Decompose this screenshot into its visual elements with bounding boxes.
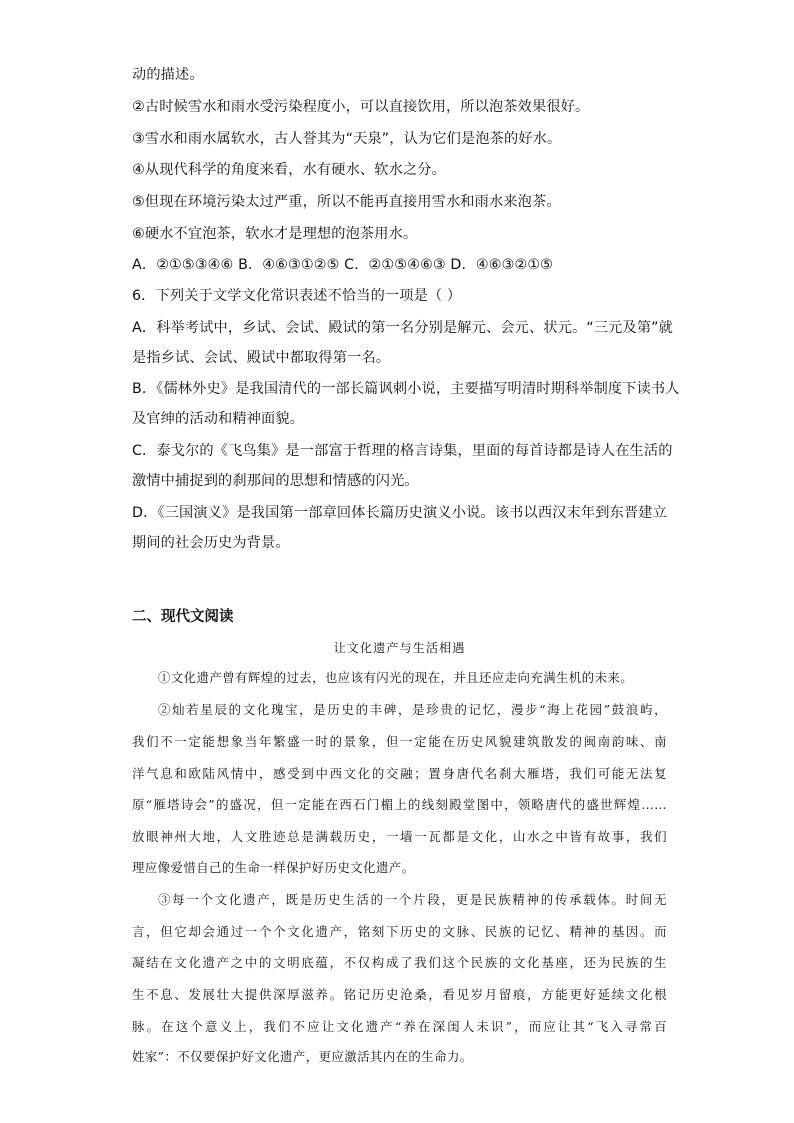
question-6-option-b-line-2: 及官绅的活动和精神面貌。 [132, 411, 305, 427]
section-heading: 二、现代文阅读 [132, 609, 234, 625]
question-6-option-c-line-2: 激情中捕捉到的刹那间的思想和情感的闪光。 [132, 473, 419, 489]
question-6-option-d-line-2: 期间的社会历史为背景。 [132, 535, 290, 551]
article-paragraph-2-line-4: 原“雁塔诗会”的盛况，但一定能在西石门楣上的线刻殿堂图中，领略唐代的盛世辉煌…… [132, 797, 667, 812]
article-paragraph-3-line-1: ③每一个文化遗产，既是历史生活的一个片段，更是民族精神的传承载体。时间无 [158, 892, 667, 907]
article-paragraph-1: ①文化遗产曾有辉煌的过去，也应该有闪光的现在，并且还应走向充满生机的未来。 [158, 670, 634, 685]
sentence-item-3: ③雪水和雨水属软水，古人誉其为“天泉”，认为它们是泡茶的好水。 [132, 131, 562, 147]
question-5-options: A．②①⑤③④⑥ B．④⑥③①②⑤ C．②①⑤④⑥③ D．④⑥③②①⑤ [132, 257, 554, 273]
article-paragraph-2-line-3: 洋气息和欧陆风情中，感受到中西文化的交融；置身唐代名刹大雁塔，我们可能无法复 [132, 766, 667, 781]
question-6-option-c-line-1: C．泰戈尔的《飞鸟集》是一部富于哲理的格言诗集，里面的每首诗都是诗人在生活的 [132, 443, 673, 459]
article-paragraph-2-line-2: 我们不一定能想象当年繁盛一时的景象，但一定能在历史风貌建筑散发的闽南韵味、南 [132, 734, 667, 749]
article-title: 让文化遗产与生活相遇 [333, 641, 466, 655]
article-paragraph-2-line-5: 放眼神州大地，人文胜迹总是满载历史，一墙一瓦都是文化，山水之中皆有故事，我们 [132, 829, 667, 844]
question-6-option-a-line-1: A．科举考试中，乡试、会试、殿试的第一名分别是解元、会元、状元。“三元及第”就 [132, 320, 674, 336]
article-paragraph-3-line-6: 姓家”：不仅要保护好文化遗产，更应激活其内在的生命力。 [132, 1049, 473, 1064]
article-paragraph-2-line-1: ②灿若星辰的文化瑰宝，是历史的丰碑，是珍贵的记忆，漫步“海上花园”鼓浪屿， [158, 702, 667, 717]
question-6-option-a-line-2: 是指乡试、会试、殿试中都取得第一名。 [132, 350, 391, 366]
article-paragraph-3-line-3: 凝结在文化遗产之中的文明底蕴，不仅构成了我们这个民族的文化基座，还为民族的生 [132, 955, 667, 970]
question-6-stem: 6．下列关于文学文化常识表述不恰当的一项是（ ） [132, 288, 462, 304]
sentence-item-6: ⑥硬水不宜泡茶，软水才是理想的泡茶用水。 [132, 226, 418, 242]
sentence-item-4: ④从现代科学的角度来看，水有硬水、软水之分。 [132, 162, 446, 178]
sentence-item-2: ②古时候雪水和雨水受污染程度小，可以直接饮用，所以泡茶效果很好。 [132, 99, 590, 115]
question-6-option-d-line-1: D．《三国演义》是我国第一部章回体长篇历史演义小说。该书以西汉末年到东晋建立 [132, 505, 667, 521]
sentence-item-5: ⑤但现在环境污染太过严重，所以不能再直接用雪水和雨水来泡茶。 [132, 194, 561, 210]
article-paragraph-3-line-5: 脉。在这个意义上，我们不应让文化遗产“养在深闺人未识”，而应让其“飞入寻常百 [132, 1019, 667, 1034]
article-paragraph-3-line-2: 言，但它却会通过一个个文化遗产，铭刻下历史的文脉、民族的记忆、精神的基因。而 [132, 924, 667, 939]
article-paragraph-3-line-4: 生不息、发展壮大提供深厚滋养。铭记历史沧桑，看见岁月留痕，方能更好延续文化根 [132, 987, 667, 1002]
article-paragraph-2-line-6: 理应像爱惜自己的生命一样保护好历史文化遗产。 [132, 860, 415, 875]
question-fragment-line: 动的描述。 [132, 67, 204, 83]
question-6-option-b-line-1: B．《儒林外史》是我国清代的一部长篇讽刺小说，主要描写明清时期科举制度下读书人 [132, 381, 680, 397]
